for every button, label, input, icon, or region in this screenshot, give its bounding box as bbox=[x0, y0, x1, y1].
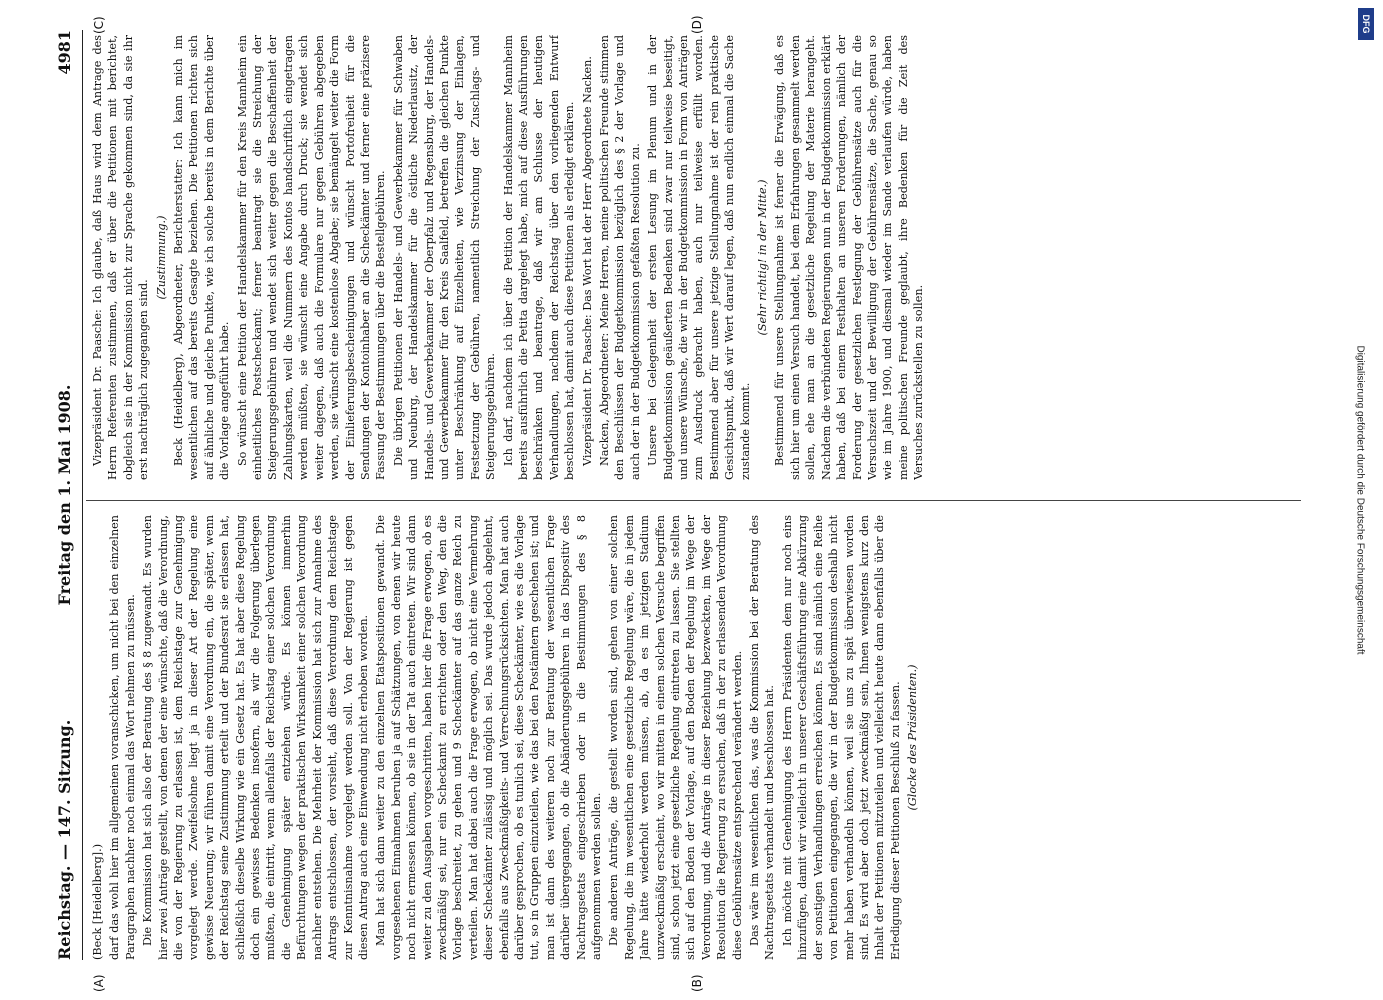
paragraph: Das wäre im wesentlichen das, was die Kommission bei der Beratung des Nachtragsetats verhandelt und beschlossen hat. bbox=[748, 515, 777, 960]
marker-b: (B) bbox=[690, 974, 704, 992]
paragraph: darf das wohl hier im allgemeinen voranschicken, um nicht bei den einzelnen Paragraphen nachher noch einmal das Wort nehmen zu müssen. bbox=[108, 515, 137, 960]
paragraph: So wünscht eine Petition der Handelskammer für den Kreis Mannheim ein einheitliches Postscheckamt; ferner beantragt sie die Streichung der Steigerungsgebühren und wendet sich weiter gegen die Beschaffenheit der Zahlungskarten, weil die Nummern des Kontos handschriftlich eingetragen werden müßten, sie wünscht eine Angabe durch Druck; sie wendet sich weiter dagegen, daß auch die Formulare nur gegen Gebühren abgegeben werden, sie wünscht eine kostenlose Abgabe; sie bemängelt weiter die Form der Einlieferungsbescheinigungen und wünscht Portofreiheit für die Sendungen der Kontoinhaber an die Scheckämter und ferner eine präzisere Fassung der Bestimmungen über die Bestellgebühren. bbox=[235, 35, 388, 480]
stage-direction: (Zustimmung.) bbox=[154, 215, 168, 300]
paragraph: Nacken, Abgeordneter: Meine Herren, meine politischen Freunde stimmen den Beschlüssen der Budgetkommission bezüglich des § 2 der Vorlage und auch der in der Budgetkommission gefaßten Resolution zu. bbox=[598, 35, 642, 480]
column-divider bbox=[86, 500, 1301, 501]
left-column bbox=[90, 515, 1300, 960]
paragraph: Die Kommission hat sich also der Beratung des § 8 zugewandt. Es wurden hier zwei Anträge gestellt, von denen der eine wünschte, daß die Verordnung, die von der Regierung zu erlassen ist, dem Reichstage zur Genehmigung vorgelegt werde. Zweifelsohne liegt ja in dieser Art der Regelung eine gewisse Neuerung; wir führen damit eine Verordnung ein, die später, wenn der Reichstag seine Zustimmung erteilt und der Bundesrat sie erlassen hat, schließlich dieselbe Wirkung wie ein Gesetz hat. Es hat aber diese Regelung doch ein gewisses Bedenken insofern, als wir die Folgerung überlegen mußten, die eintritt, wenn allenfalls der Reichstag einer solchen Verordnung die Genehmigung später entziehen würde. Es können immerhin Befürchtungen wegen der praktischen Wirksamkeit einer solchen Verordnung nachher entstehen. Die Mehrheit der Kommission hat sich zur Annahme des Antrags entschlossen, der vorsieht, daß diese Verordnung dem Reichstage zur Kenntnisnahme vorgelegt werden soll. Von der Regierung ist gegen diesen Antrag auch eine Einwendung nicht erhoben worden. bbox=[141, 515, 370, 960]
marker-c: (C) bbox=[92, 16, 106, 34]
page-header bbox=[55, 30, 85, 960]
digitization-note bbox=[1338, 0, 1383, 1000]
marker-a: (A) bbox=[92, 974, 106, 992]
paragraph: (Beck [Heidelberg].) bbox=[91, 843, 104, 960]
paragraph: Ich möchte mit Genehmigung des Herrn Präsidenten dem nur noch eins hinzufügen, damit wir vielleicht in unserer Geschäftsführung eine Abkürzung der sonstigen Verhandlungen erreichen können. Es sind nämlich eine Reihe von Petitionen eingegangen, die wir in der Budgetkommission deshalb nicht mehr haben verhandeln können, weil sie uns zu spät überwiesen worden sind. Es wird aber doch jetzt zweckmäßig sein, Ihnen wenigstens kurz den Inhalt der Petitionen mitzuteilen und vielleicht heute dann ebenfalls über die Erledigung dieser Petitionen Beschluß zu fassen. bbox=[780, 515, 902, 960]
header-left: Reichstag. — 147. Sitzung. bbox=[55, 719, 74, 960]
page-number: 4981 bbox=[55, 30, 74, 75]
header-rule bbox=[82, 30, 83, 960]
digitization-note-text: Digitalisierung gefördert durch die Deutsche Forschungsgemeinschaft bbox=[1354, 345, 1366, 655]
paragraph: Unsere bei Gelegenheit der ersten Lesung im Plenum und in der Budgetkommission geäußerten Bedenken sind zwar nur teilweise beseitigt, und unsere Wünsche, die wir in der Budgetkommission in Form von Anträgen zum Ausdruck gebracht haben, auch nur teilweise erfüllt worden. Bestimmend aber für unsere jetzige Stellungnahme ist der rein praktische Gesichtspunkt, daß wir Wert darauf legen, daß nun endlich einmal die Sache zustande kommt. bbox=[646, 35, 752, 480]
paragraph: Man hat sich dann weiter zu den einzelnen Etatspositionen gewandt. Die vorgesehenen Einnahmen beruhen ja auf Schätzungen, von denen wir heute noch nicht ermessen können, ob sie in der Tat auch eintreten. Wir sind dann weiter zu den Ausgaben vorgeschritten, haben hier die Frage erwogen, ob es zweckmäßig sei, nur ein Scheckamt zu errichten oder den Weg, den die Vorlage beschreitet, zu gehen und 9 Scheckämter auf das ganze Reich zu verteilen. Man hat dabei auch die Frage erwogen, ob nicht eine Vermehrung dieser Scheckämter zulässig und möglich sei. Das wurde jedoch abgelehnt, ebenfalls aus Zweckmäßigkeits- und Verrechnungsrücksichten. Man hat auch darüber gesprochen, ob es tunlich sei, diese Scheckämter, wie es die Vorlage tut, so in Gruppen einzuteilen, wie das bei den Postämtern geschehen ist; und man ist dann des weiteren noch zur Beratung der wesentlichen Frage darüber übergegangen, ob die Abänderungsgebühren in das Dispositiv des Nachtragsetats eingeschrieben oder in die Bestimmungen des § 8 aufgenommen werden sollen. bbox=[374, 515, 603, 960]
header-date: Freitag den 1. Mai 1908. bbox=[55, 384, 74, 606]
logo-text: DFG bbox=[1361, 14, 1371, 34]
paragraph: Vizepräsident Dr. Paasche: Ich glaube, daß Haus wird dem Antrage des Herrn Referenten zustimmen, daß er über die Petitionen mit berichtet, obgleich sie in der Kommission nicht zur Sprache gekommen sind, da sie ihr erst nachträglich zugegangen sind. bbox=[91, 35, 151, 480]
paragraph: Die übrigen Petitionen der Handels- und Gewerbekammer für Schwaben und Neuburg, der Handelskammer für die östliche Niederlausitz, der Handels- und Gewerbekammer der Oberpfalz und Regensburg, der Handels- und Gewerbekammer für den Kreis Saalfeld, betreffen die gleichen Punkte unter Beschränkung auf Einzelheiten, wie Verzinsung der Einlagen, Festsetzung der Gebühren, namentlich Streichung der Zuschlags- und Steigerungsgebühren. bbox=[391, 35, 498, 480]
paragraph: Vizepräsident Dr. Paasche: Das Wort hat der Herr Abgeordnete Nacken. bbox=[580, 56, 594, 466]
right-column bbox=[90, 35, 1300, 480]
paragraph: Bestimmend für unsere Stellungnahme ist ferner die Erwägung, daß es sich hier um einen Versuch handelt, bei dem Erfahrungen gesammelt werden sollen, ehe man an die gesetzliche Regelung der Materie herangeht. Nachdem die verbündeten Regierungen nun in der Budgetkommission erklärt haben, daß bei einem Festhalten an unseren Forderungen, nämlich der Forderung der gesetzlichen Festlegung der Gebührensätze auch für die Versuchszeit und der Bewilligung der Gebührensätze, die Sache, genau so wie im Jahre 1900, und diesmal wieder im Sande verlaufen würde, haben meine politischen Freunde geglaubt, ihre Bedenken für die Zeit des Versuches zurückstellen zu sollen. bbox=[773, 35, 926, 480]
stage-direction: (Glocke des Präsidenten.) bbox=[906, 664, 920, 811]
paragraph: Beck (Heidelberg), Abgeordneter, Berichterstatter: Ich kann mich im wesentlichen auf das bereits Gesagte beziehen. Die Petitionen richten sich auf ähnliche und gleiche Punkte, wie ich solche bereits in dem Berichte über die Vorlage angeführt habe. bbox=[172, 35, 232, 480]
marker-d: (D) bbox=[690, 15, 704, 34]
paragraph: Ich darf, nachdem ich über die Petition der Handelskammer Mannheim bereits ausführlich die Petita dargelegt habe, mich auf diese Ausführungen beschränken und beantrage, daß wir am Schlusse der heutigen Verhandlungen, nachdem der Reichstag über den vorliegenden Entwurf beschlossen hat, damit auch diese Petitionen als erledigt erklären. bbox=[501, 35, 577, 480]
paragraph: Die anderen Anträge, die gestellt worden sind, gehen von einer solchen Regelung, die im wesentlichen eine gesetzliche Regelung wäre, die in jedem Jahre hätte wiederholt werden müssen, ab, da es im jetzigen Stadium unzweckmäßig erscheint, wo wir mitten in einem solchen Versuche begriffen sind, schon jetzt eine gesetzliche Regelung eintreten zu lassen. Sie stellten sich auf den Boden der Vorlage, auf den Boden der Regelung im Wege der Verordnung, und die Anträge in dieser Beziehung bezweckten, im Wege der Resolution die Regierung zu ersuchen, daß in der zu erlassenden Verordnung diese Gebührensätze entsprechend verändert werden. bbox=[607, 515, 744, 960]
stage-direction: (Sehr richtig! in der Mitte.) bbox=[756, 179, 770, 336]
